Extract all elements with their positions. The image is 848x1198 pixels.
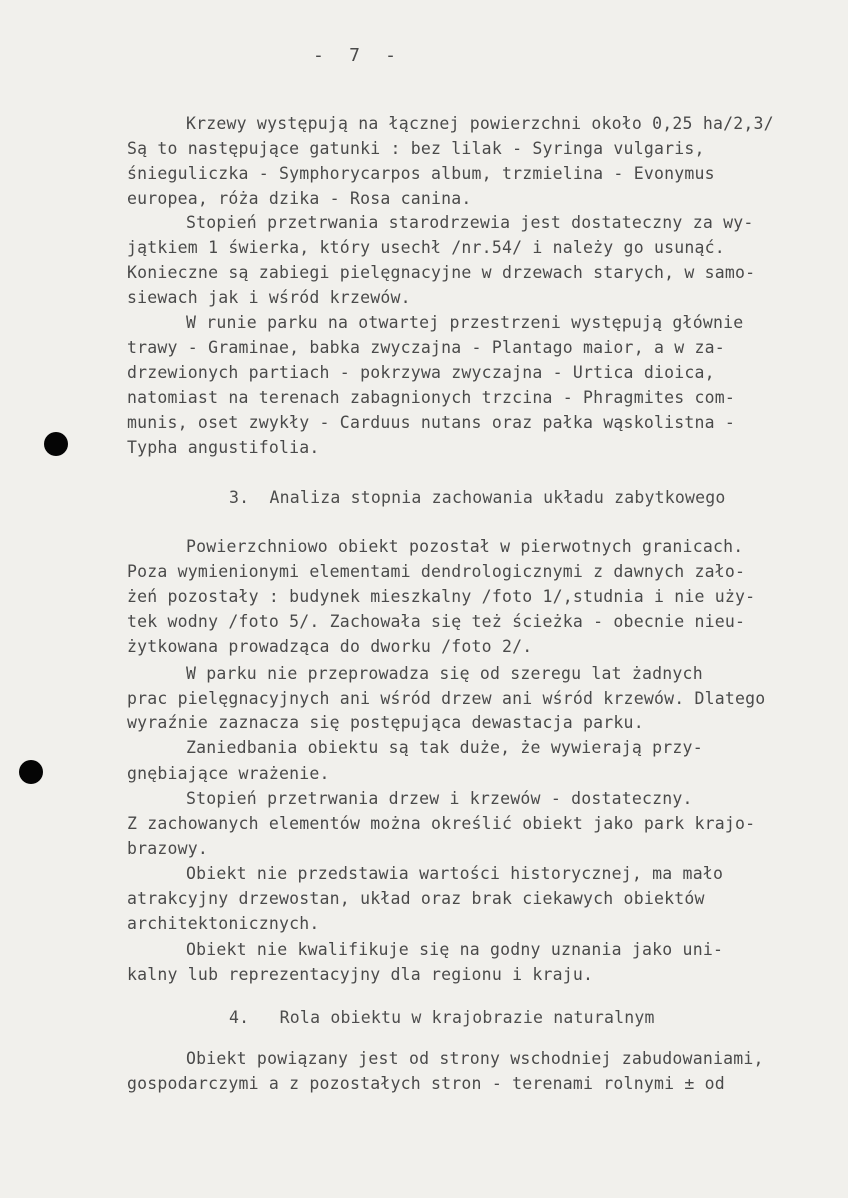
- text-line: wyraźnie zaznacza się postępująca dewastacja parku.: [127, 713, 644, 732]
- text-line: gnębiające wrażenie.: [127, 764, 330, 783]
- text-line: atrakcyjny drzewostan, układ oraz brak ciekawych obiektów: [127, 889, 705, 908]
- text-line: Krzewy występują na łącznej powierzchni około 0,25 ha/2,3/: [186, 114, 774, 133]
- text-line: Są to następujące gatunki : bez lilak - Syringa vulgaris,: [127, 139, 705, 158]
- text-line: siewach jak i wśród krzewów.: [127, 288, 411, 307]
- text-line: jątkiem 1 świerka, który usechł /nr.54/ i należy go usunąć.: [127, 238, 725, 257]
- text-line: natomiast na terenach zabagnionych trzcina - Phragmites com-: [127, 388, 736, 407]
- text-line: W parku nie przeprowadza się od szeregu lat żadnych: [186, 664, 703, 683]
- text-line: Obiekt powiązany jest od strony wschodniej zabudowaniami,: [186, 1049, 764, 1068]
- text-line: W runie parku na otwartej przestrzeni występują głównie: [186, 313, 744, 332]
- text-line: tek wodny /foto 5/. Zachowała się też ścieżka - obecnie nieu-: [127, 612, 746, 631]
- text-line: śnieguliczka - Symphorycarpos album, trzmielina - Evonymus: [127, 164, 715, 183]
- text-line: Stopień przetrwania drzew i krzewów - dostateczny.: [186, 789, 693, 808]
- section-heading: 3. Analiza stopnia zachowania układu zabytkowego: [229, 488, 726, 507]
- text-line: drzewionych partiach - pokrzywa zwyczajna - Urtica dioica,: [127, 363, 715, 382]
- section-heading: 4. Rola obiektu w krajobrazie naturalnym: [229, 1008, 655, 1027]
- text-line: trawy - Graminae, babka zwyczajna - Plantago maior, a w za-: [127, 338, 725, 357]
- text-line: Powierzchniowo obiekt pozostał w pierwotnych granicach.: [186, 537, 744, 556]
- text-line: gospodarczymi a z pozostałych stron - terenami rolnymi ± od: [127, 1074, 725, 1093]
- text-line: kalny lub reprezentacyjny dla regionu i kraju.: [127, 965, 594, 984]
- text-line: Z zachowanych elementów można określić obiekt jako park krajo-: [127, 814, 756, 833]
- text-line: prac pielęgnacyjnych ani wśród drzew ani wśród krzewów. Dlatego: [127, 689, 766, 708]
- text-line: Konieczne są zabiegi pielęgnacyjne w drzewach starych, w samo-: [127, 263, 756, 282]
- text-line: Obiekt nie przedstawia wartości historycznej, ma mało: [186, 864, 724, 883]
- text-line: Poza wymienionymi elementami dendrologicznymi z dawnych zało-: [127, 562, 746, 581]
- page-number: - 7 -: [313, 45, 397, 66]
- text-line: żytkowana prowadząca do dworku /foto 2/.: [127, 637, 533, 656]
- punch-hole-lower: [19, 760, 43, 784]
- text-line: Obiekt nie kwalifikuje się na godny uznania jako uni-: [186, 940, 724, 959]
- text-line: Zaniedbania obiektu są tak duże, że wywierają przy-: [186, 738, 703, 757]
- text-line: Typha angustifolia.: [127, 438, 320, 457]
- text-line: europea, róża dzika - Rosa canina.: [127, 189, 472, 208]
- text-line: żeń pozostały : budynek mieszkalny /foto 1/,studnia i nie uży-: [127, 587, 756, 606]
- text-line: architektonicznych.: [127, 914, 320, 933]
- text-line: Stopień przetrwania starodrzewia jest dostateczny za wy-: [186, 213, 754, 232]
- text-line: munis, oset zwykły - Carduus nutans oraz pałka wąskolistna -: [127, 413, 736, 432]
- text-line: brazowy.: [127, 839, 209, 858]
- punch-hole-upper: [44, 432, 68, 456]
